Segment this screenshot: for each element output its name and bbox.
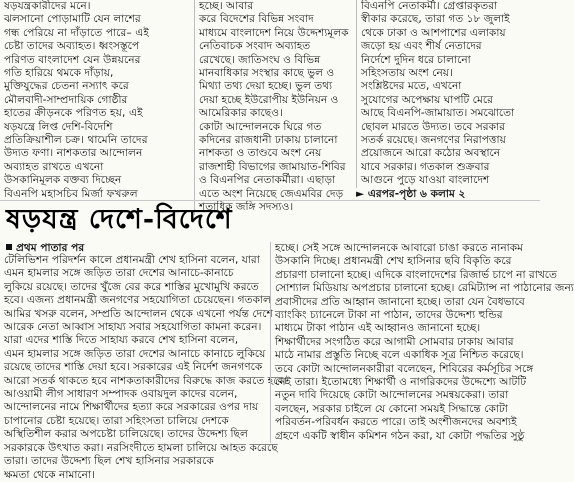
text-line: ও বিএনপির নেতাকর্মীরা। এছাড়া [199, 174, 336, 187]
text-line: নাশকতা ও তাণ্ডবে অংশ নেয় [199, 147, 322, 160]
text-line: রয়েছে তাদের শাস্তি দেয়া হবে। সরকারের এই নির্দেশ জনগণকে [4, 361, 263, 374]
text-line: হবে। এজন্য প্রধানমন্ত্রী জনগণের সহযোগিতা চেয়েছেন। গতকাল [4, 294, 271, 307]
text-line: আরেক নেতা আব্বাস সাহায্য সবার সহযোগিতা কামনা করেন। [4, 321, 262, 334]
text-line: আন্দোলনের নামে শিক্ষার্থীদের হত্যা করে সরকারের ওপর দায় [4, 401, 259, 414]
text-line: নতুন দাবি দিয়েছে কোটা আন্দোলনের সমন্বয়কেরা। তারা [275, 389, 509, 402]
text-line: লুকিয়ে রয়েছে। তাদের খুঁজে বের করে শাস্তির মুখোমুখি করতে [4, 280, 259, 293]
text-line: যাবে সরকার। গতকাল শুক্রবার [361, 160, 490, 173]
text-line: উসকানিমূলক বক্তব্য দিচ্ছেন [4, 174, 122, 187]
text-line: আরো সতর্ক থাকতে হবে নাশকতাকারীদের বিরুদ্ধে কাজ করতে হবে। [4, 374, 288, 387]
text-line: বিএনপি নেতাকর্মী। গ্রেপ্তারকৃতরা [361, 0, 498, 12]
article-top-column-2 [194, 0, 355, 215]
text-line: মানবাধিকার সংস্থার কাছে ভুল ও [199, 67, 335, 80]
byline-text: প্রথম পাতার পর [16, 242, 85, 254]
text-line: থেকে ঢাকা ও আশপাশের এলাকায় [361, 26, 506, 39]
text-line: বলছেন, সরকার চাইলে যে কোনো সময়ই সিদ্ধান্তে কোটা [275, 402, 508, 415]
article-top-column-3 [356, 0, 541, 188]
text-line: চেষ্টা তাদের অব্যাহত। ধ্বংসস্তূপে [4, 40, 140, 53]
text-line: জড়ো হয় এবং শীর্ষ নেতাদের [361, 40, 482, 53]
text-line: ষড়যন্ত্রকারীদের মনে। [4, 0, 91, 12]
text-line: ছোবল মারতে উদ্যত। তবে সরকার [361, 120, 505, 133]
text-line: স্বীকার করেছে, তারা গত ১৮ জুলাই [361, 13, 510, 26]
section-divider [0, 200, 540, 201]
text-line: গ্রহণে একটি স্বাধীন কমিশন গঠন করা, যা কোটা পদ্ধতির সুষ্ঠু [275, 429, 525, 442]
text-line: নেতিবাচক সংবাদ অব্যাহত [199, 40, 311, 53]
text-line: উদ্যত ফণা। নাশকতার আন্দোলন [4, 147, 143, 160]
text-line: গতি হারিয়ে থমকে দাঁড়ায়, [4, 67, 114, 80]
text-line: তবে কোটা আন্দোলনকারীরা বলেছেন, শিবিরের কর্মসূচির সঙ্গে [275, 362, 534, 375]
text-line: প্রবাসীদের প্রতি আহ্বান জানানো হচ্ছে। তারা যেন বৈধভাবে [275, 295, 525, 308]
text-line: সুযোগের অপেক্ষায় ঘাপটি মেরে [361, 93, 493, 106]
text-line: সতর্ক রয়েছে। জনগণের নিরাপত্তায় [361, 134, 506, 147]
continuation-note: ► এরপর-পৃষ্ঠা ৬ কলাম ২ [356, 188, 466, 200]
text-line: হচ্ছে। আবার [199, 0, 254, 12]
text-line: সোশ্যাল মিডিয়ায় অপপ্রচার চালানো হচ্ছে। রেমিট্যান্স না পাঠানোর জন্য [275, 282, 574, 295]
text-line: হচ্ছে। সেই সঙ্গে আন্দোলনকে আবারো চাঙা করতে নানাকম [275, 242, 524, 254]
text-line: সংশ্লিষ্টদের মতে, এখনো [361, 80, 462, 93]
text-line: অব্যাহত রাখতে এখনো [4, 160, 104, 173]
text-line: এমন হামলার সঙ্গে জড়িত তারা দেশের আনাচে কানাচে লুকিয়ে [4, 347, 266, 360]
text-line: উসকানি দিচ্ছে। প্রধানমন্ত্রী শেখ হাসিনার ছবি বিকৃতি করে [275, 255, 512, 268]
text-line: মৌলবাদী-সাম্প্রদায়িক গোষ্ঠীর [4, 93, 128, 106]
text-line: গন্ধ পেরিয়ে না দাঁড়াতে পারে– এই [4, 26, 150, 39]
text-line: নেই তারা। ইতোমধ্যে শিক্ষার্থী ও নাগরিকদের উদ্দেশ্যে আটটি [275, 376, 527, 389]
text-line: আছে বিএনপি-জামায়াত। সমঝোতো [361, 107, 515, 120]
text-line: প্রতিক্রিয়াশীল চক্র। থামেনি তাদের [4, 134, 148, 147]
text-line: টেলিভিশন পরিদর্শন কালে প্রধানমন্ত্রী শেখ হাসিনা বলেন, যারা [4, 254, 260, 266]
text-line: বিএনপি মহাসচিব মির্জা ফখরুল [4, 187, 138, 200]
text-line: সহিংসতায় অংশ নেয়। [361, 67, 453, 80]
text-line: ব্যাংকিং চ্যানেলে টাকা না পাঠান, তাদের উদ্দেশ্য হুন্ডির [275, 309, 503, 322]
text-line: শতাধিক জঙ্গি সদস্যও। [199, 201, 294, 214]
text-line: যারা এদের শাস্তি দিতে সাহায্য করবে শেখ হাসিনা বলেন, [4, 334, 239, 347]
text-line: এতে অংশ নিয়েছে জেএমবির দেড় [199, 187, 344, 200]
text-line: করে বিদেশের বিভিন্ন সংবাদ [199, 13, 314, 26]
text-line: অস্থিতিশীল করার অপচেষ্টা চালিয়েছে। তাদের উদ্দেশ্য ছিল [4, 428, 248, 441]
text-line: ঝলসানো পোড়ামাটি যেন লাশের [4, 13, 141, 26]
text-line: পরিবর্তন-পরিবর্ধন করতে পারে। তাই অংশীজনদের অবশ্যই [275, 416, 517, 429]
text-line: ক্ষমতা থেকে নামানো। [4, 468, 95, 481]
text-line: কদিনের রাজধানী ঢাকায় চালানো [199, 134, 338, 147]
text-line: মাঠে নামার প্রস্তুতি নিচ্ছে বলে একাধিক সূত্র নিশ্চিত করেছে। [275, 349, 524, 362]
text-line: এমন হামলার সঙ্গে জড়িত তারা দেশের আনাচে-কানাচে [4, 267, 234, 280]
article-bottom-column-2 [270, 242, 574, 443]
text-line: রাজশাহী বিভাগের জামায়াত-শিবির [199, 160, 346, 173]
text-line: চাপানোর চেষ্টা হয়েছে। তারা সহিংসতা চালিয়ে দেশকে [4, 414, 229, 427]
text-line: রেখেছে। জাতিসংঘ ও বিভিন্ন [199, 53, 321, 66]
article-bottom-column-1 [4, 254, 288, 482]
text-line: মাধ্যমে বাংলাদেশ নিয়ে উদ্দেশ্যমূলক [199, 26, 349, 39]
text-line: দেয়া হচ্ছে ইউরোপীয় ইউনিয়ন ও [199, 93, 339, 106]
text-line: আগুনে পুড়ে যাওয়া বাংলাদেশ [361, 174, 490, 187]
text-line: কোটা আন্দোলনকে ঘিরে গত [199, 120, 322, 133]
text-line: সরকারকে উৎখাত করা। নরসিংদীতে হামলা চালিয়ে আহত করেছে [4, 441, 278, 454]
article-top-column-1 [4, 0, 188, 201]
text-line: আমেরিকার কাছেও। [199, 107, 283, 120]
text-line: মিথ্যা তথ্য দেয়া হচ্ছে। ভুল তথ্য [199, 80, 333, 93]
text-line: আমির খসরু বলেন, সম্প্রতি আন্দোলন থেকে এখনো পর্যন্ত দেশে [4, 307, 273, 320]
text-line: প্রচারণা চালানো হচ্ছে। এদিকে বাংলাদেশের রিজার্ভ চাপে না রাখতে [275, 268, 557, 281]
bullet-square-icon [6, 244, 12, 250]
text-line: আওয়ামী লীগ সাধারণ সম্পাদক ওবায়দুল কাদের বলেন, [4, 388, 238, 401]
text-line: শিক্ষার্থীদের সংগঠিত করে আগামী সোমবার ঢাকায় আবার [275, 335, 514, 348]
text-line: পরিণত বাংলাদেশ যেন উন্নয়নের [4, 53, 141, 66]
text-line: মুক্তিযুদ্ধের চেতনা নস্যাৎ করে [4, 80, 129, 93]
text-line: মাধ্যমে টাকা পাঠান এই আহ্বানও জানানো হচ্ছে। [275, 322, 481, 335]
page-title: ষড়যন্ত্র দেশে-বিদেশে [6, 204, 233, 235]
text-line: প্রয়োজনে আরো কঠোর অবস্থানে [361, 147, 501, 160]
text-line: নির্দেশে দুদিন ধরে চালানো [361, 53, 471, 66]
text-line: তারা। তাদের উদ্দেশ্য ছিল শেখ হাসিনার সরকারকে [4, 455, 214, 468]
text-line: হাতের ক্রীড়নকে পরিণত হয়, এই [4, 107, 143, 120]
text-line: ষড়যন্ত্রে লিপ্ত দেশি-বিদেশি [4, 120, 113, 133]
